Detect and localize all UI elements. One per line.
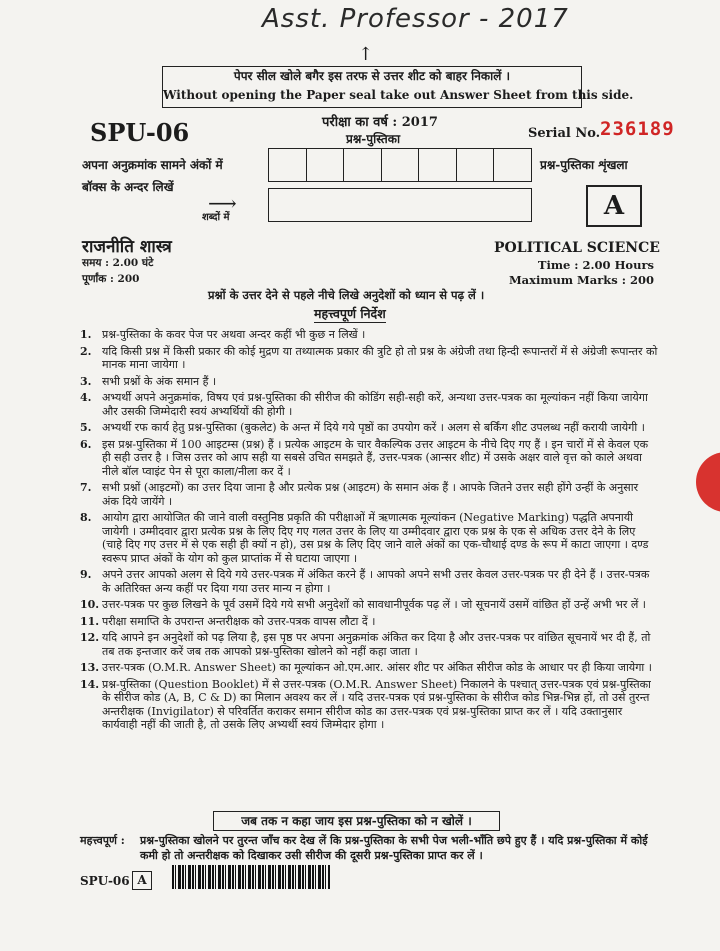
series-label: प्रश्न-पुस्तिका शृंखला [540,158,628,172]
instruction-number: 14. [80,677,100,691]
instruction-text: अभ्यर्थी अपने अनुक्रमांक, विषय एवं प्रश्न-पुस्तिका की सीरीज की कोडिंग सही-सही करें, अन्यथा उत्तर-पत्रक का मूल्यांकन नहीं किया जायेगा और उसकी जिम्मेदारी स्वयं अभ्यर्थियों की होगी । [102,391,648,418]
barcode [172,865,330,889]
instruction-number: 7. [80,481,92,494]
instruction-number: 11. [80,614,100,628]
series-box: A [586,185,642,227]
right-arrow-icon: ⟶ [208,191,237,215]
roll-number-boxes[interactable] [268,148,532,182]
read-notice: प्रश्नों के उत्तर देने से पहले नीचे लिखे अनुदेशों को ध्यान से पढ़ लें । [208,288,485,302]
instruction-list [80,328,658,735]
seal-notice-hindi: पेपर सील खोले बगैर इस तरफ से उत्तर शीट को बाहर निकालें । [233,69,511,83]
instruction-text: यदि आपने इन अनुदेशों को पढ़ लिया है, इस पृष्ठ पर अपना अनुक्रमांक अंकित कर दिया है और उत्तर-पत्रक पर वांछित सूचनायें भर दी हैं, तो तब तक इन्तजार करें जब तक आपको प्रश्न-पुस्तिका खोलने को नहीं कहा जाता । [102,631,651,658]
seal-notice-english: Without opening the Paper seal take out Answer Sheet from this side. [163,88,634,102]
instruction-text: सभी प्रश्नों (आइटमों) का उत्तर दिया जाना है और प्रत्येक प्रश्न (आइटम) के समान अंक हैं । आपके जितने उत्तर सही होंगे उन्हीं के अनुसार अंक दिये जायेंगे । [102,481,639,508]
instruction-text: उत्तर-पत्रक (O.M.R. Answer Sheet) का मूल्यांकन ओ.एम.आर. आंसर शीट पर अंकित सीरीज कोड के आधार पर ही किया जायेगा । [102,661,652,674]
instruction-item [80,328,658,342]
exam-year: परीक्षा का वर्ष : 2017 [322,115,438,130]
important-label: महत्त्वपूर्ण : [80,834,125,847]
footer-code: SPU-06 [80,874,130,888]
instruction-text: प्रश्न-पुस्तिका के कवर पेज पर अथवा अन्दर कहीं भी कुछ न लिखें । [102,328,366,341]
instruction-number: 5. [80,421,92,434]
instruction-text: उत्तर-पत्रक पर कुछ लिखने के पूर्व उसमें दिये गये सभी अनुदेशों को सावधानीपूर्वक पढ़ लें । जो सूचनायें उसमें वांछित हों उन्हें अभी भर लें । [102,598,646,611]
instruction-item [80,661,658,675]
instruction-item [80,375,658,389]
instruction-number: 13. [80,661,100,674]
paper-code: SPU-06 [90,118,190,147]
instruction-item [80,391,658,418]
roll-instruction-1: अपना अनुक्रमांक सामने अंकों में [82,158,223,172]
instruction-number: 12. [80,631,100,644]
subject-hindi: राजनीति शास्त्र [82,237,172,257]
important-heading: महत्त्वपूर्ण निर्देश [314,306,386,321]
booklet-label: प्रश्न-पुस्तिका [346,132,401,146]
instruction-number: 2. [80,344,92,358]
seal-notice [162,66,634,108]
instruction-item [80,481,658,508]
instruction-number: 1. [80,328,92,341]
instruction-number: 4. [80,391,92,404]
instruction-text: सभी प्रश्नों के अंक समान हैं । [102,374,217,388]
open-notice: जब तक न कहा जाय इस प्रश्न-पुस्तिका को न खोलें । [213,811,500,831]
instruction-item [80,615,658,629]
instruction-text: अभ्यर्थी रफ कार्य हेतु प्रश्न-पुस्तिका (बुकलेट) के अन्त में दिये गये पृष्ठों का उपयोग करें । अलग से बर्किंग शीट उपलब्ध नहीं करायी जायेगी । [102,421,645,434]
instruction-text: आयोग द्वारा आयोजित की जाने वाली वस्तुनिष्ठ प्रकृति की परीक्षाओं में ऋणात्मक मूल्यांकन (Negative Marking) पद्धति अपनायी जायेगी । उम्मीदवार द्वारा प्रत्येक प्रश्न के लिए दिए गए गलत उत्तर के लिए या उम्मीदवार द्वारा एक प्रश्न के एक से अधिक उत्तर देने के लिए (चाहे दिए गए उत्तर में से एक सही ही क्यों न हो), उस प्रश्न के लिए दिए जाने वाले अंकों का एक-चौथाई दण्ड के रूप में काटा जाएगा । दण्ड स्वरूप प्राप्त अंकों के योग को कुल प्राप्तांक में से घटाया जाएगा । [102,511,649,565]
serial-label: Serial No. [528,126,601,141]
footer-series: A [132,871,152,890]
instruction-item [80,568,658,595]
instruction-number: 10. [80,598,100,611]
seal-stamp [696,452,720,512]
instruction-item [80,631,658,658]
time-english: Time : 2.00 Hours [537,258,654,272]
instruction-item [80,511,658,565]
subject-english: POLITICAL SCIENCE [494,240,660,256]
instruction-number: 8. [80,511,92,524]
time-hindi: समय : 2.00 घंटे [82,257,154,269]
instruction-item [80,421,658,435]
in-words-label: शब्दों में [202,212,230,223]
marks-hindi: पूर्णांक : 200 [82,273,140,285]
roll-number-words-box[interactable] [268,188,532,222]
marks-english: Maximum Marks : 200 [508,273,654,287]
instruction-item [80,598,658,612]
up-arrow-icon: ↑ [358,44,374,65]
instruction-item [80,438,658,479]
important-text: प्रश्न-पुस्तिका खोलने पर तुरन्त जाँच कर देख लें कि प्रश्न-पुस्तिका के सभी पेज भली-भाँति छपे हुए हैं । यदि प्रश्न-पुस्तिका में कोई कमी हो तो अन्तरीक्षक को दिखाकर उसी सीरीज की दूसरी प्रश्न-पुस्तिका प्राप्त कर लें । [140,834,648,862]
instruction-number: 6. [80,437,92,451]
instruction-item [80,678,658,732]
instruction-item [80,345,658,372]
handwritten-note: Asst. Professor - 2017 [262,4,569,34]
instruction-number: 9. [80,568,92,581]
instruction-text: इस प्रश्न-पुस्तिका में 100 आइटम्स (प्रश्न) हैं । प्रत्येक आइटम के चार वैकल्पिक उत्तर आइटम के नीचे दिए गए हैं । इन चारों में से केवल एक ही सही उत्तर है । जिस उत्तर को आप सही या सबसे उचित समझते हैं, उत्तर-पत्रक (आन्सर शीट) में उसके अक्षर वाले वृत्त को काले अथवा नीले बॉल प्वाइंट पेन से पूरा काला/नीला कर दें । [102,437,649,478]
serial-number: 236189 [600,118,675,140]
instruction-number: 3. [80,374,92,388]
instruction-text: यदि किसी प्रश्न में किसी प्रकार की कोई मुद्रण या तथ्यात्मक प्रकार की त्रुटि हो तो प्रश्न के अंग्रेजी तथा हिन्दी रूपान्तरों में से अंग्रेजी रूपान्तर को मानक माना जायेगा । [102,344,658,371]
instruction-text: परीक्षा समाप्ति के उपरान्त अन्तरीक्षक को उत्तर-पत्रक वापस लौटा दें । [102,614,376,628]
instruction-text: अपने उत्तर आपको अलग से दिये गये उत्तर-पत्रक में अंकित करने हैं । आपको अपने सभी उत्तर केवल उत्तर-पत्रक पर ही देने हैं । उत्तर-पत्रक के अतिरिक्त अन्य कहीं पर दिया गया उत्तर मान्य न होगा । [102,568,650,595]
roll-instruction-2: बॉक्स के अन्दर लिखें [82,180,174,194]
instruction-text: प्रश्न-पुस्तिका (Question Booklet) में से उत्तर-पत्रक (O.M.R. Answer Sheet) निकालने के पश्चात् उत्तर-पत्रक एवं प्रश्न-पुस्तिका के सीरीज कोड (A, B, C & D) का मिलान अवश्य कर लें । यदि उत्तर-पत्रक एवं प्रश्न-पुस्तिका के सीरीज कोड भिन्न-भिन्न हों, तो उसे तुरन्त अन्तरीक्षक (Invigilator) से परिवर्तित कराकर समान सीरीज कोड का उत्तर-पत्रक एवं प्रश्न-पुस्तिका प्राप्त कर लें । यदि उक्तानुसार कार्यवाही नहीं की जाती है, तो उसके लिए अभ्यर्थी स्वयं जिम्मेदार होगा । [102,677,651,731]
